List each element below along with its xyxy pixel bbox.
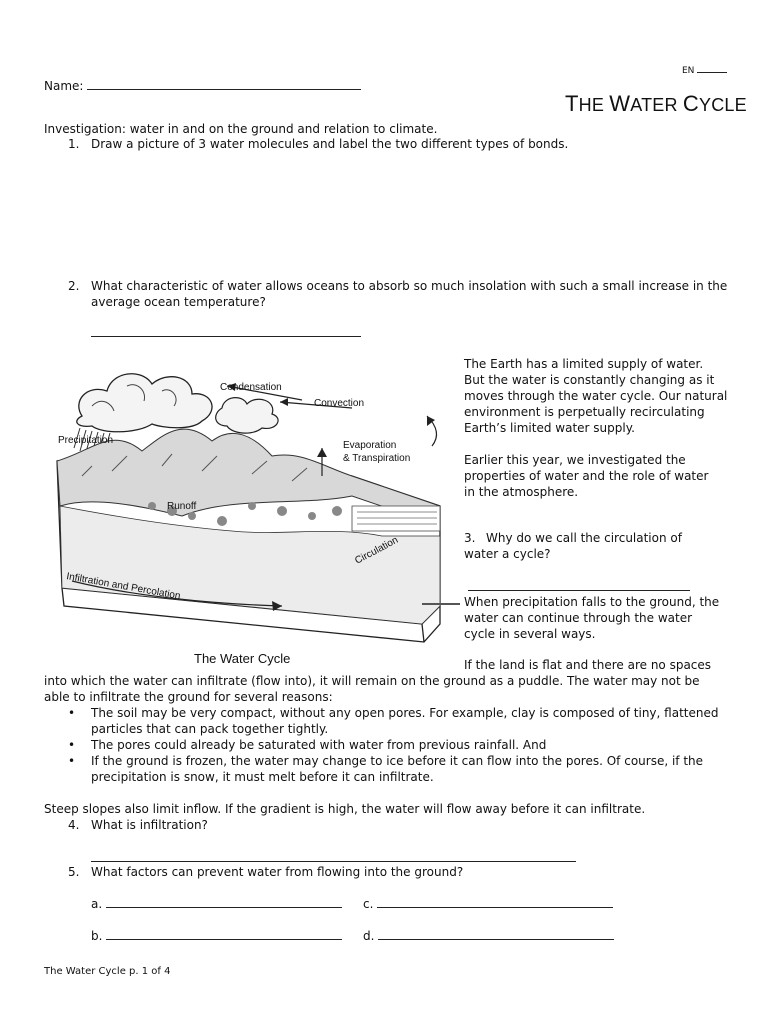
question-4-answer-blank[interactable] <box>91 849 576 862</box>
answer-b-label: b. <box>91 929 103 943</box>
question-4-number: 4. <box>68 818 80 832</box>
language-tag <box>682 64 727 80</box>
small-cloud-shape <box>216 398 278 433</box>
question-5-number: 5. <box>68 865 80 879</box>
answer-a <box>91 897 342 913</box>
label-transpiration: & Transpiration <box>343 453 411 464</box>
bullet-1-line-1: The soil may be very compact, without any open pores. For example, clay is composed of tiny, flattened <box>91 706 719 720</box>
question-1-number: 1. <box>68 137 80 151</box>
label-condensation: Condensation <box>220 382 282 393</box>
answer-c-blank[interactable] <box>377 907 613 908</box>
answer-c-label: c. <box>363 897 374 911</box>
question-3-line-2: water a cycle? <box>464 547 551 561</box>
bullet-3-line-1: If the ground is frozen, the water may change to ice before it can flow into the pores. Of course, if the <box>91 754 704 768</box>
side-paragraph-1-line-1: The Earth has a limited supply of water. <box>464 357 704 371</box>
question-1-text: Draw a picture of 3 water molecules and label the two different types of bonds. <box>91 137 569 151</box>
bullet-dot: • <box>68 754 76 768</box>
block-edge <box>422 624 424 642</box>
side-paragraph-3-line-1: When precipitation falls to the ground, the <box>464 595 720 609</box>
question-4-text: What is infiltration? <box>91 818 208 832</box>
question-2-line-1: What characteristic of water allows oceans to absorb so much insolation with such a small increase in the <box>91 279 728 293</box>
label-runoff: Runoff <box>167 501 197 512</box>
bullet-dot: • <box>68 706 76 720</box>
language-blank[interactable] <box>697 72 727 73</box>
side-paragraph-2-line-1: Earlier this year, we investigated the <box>464 453 686 467</box>
page-footer: The Water Cycle p. 1 of 4 <box>44 966 171 977</box>
label-circulation: Circulation <box>353 534 401 567</box>
side-paragraph-3-line-2: water can continue through the water <box>464 611 693 625</box>
ocean <box>352 506 440 531</box>
bullet-1-line-2: particles that can pack together tightly. <box>91 722 329 736</box>
title-part: W <box>609 91 631 116</box>
question-2-number: 2. <box>68 279 80 293</box>
side-paragraph-1-line-3: moves through the water cycle. Our natural <box>464 389 728 403</box>
divider-mark <box>422 603 460 605</box>
figure-caption: The Water Cycle <box>194 651 291 666</box>
title-part: T <box>565 91 579 116</box>
label-convection: Convection <box>314 398 365 409</box>
title-part: C <box>682 91 699 116</box>
answer-d-blank[interactable] <box>378 939 614 940</box>
answer-a-label: a. <box>91 897 103 911</box>
question-3-number: 3. <box>464 531 476 545</box>
label-evaporation: Evaporation <box>343 440 397 451</box>
side-paragraph-3-line-3: cycle in several ways. <box>464 627 596 641</box>
answer-b-blank[interactable] <box>106 939 342 940</box>
body-line-1: into which the water can infiltrate (flow into), it will remain on the ground as a puddle. The water may not be <box>44 674 700 688</box>
label-precipitation: Precipitation <box>58 435 114 446</box>
name-label: Name: <box>44 79 84 93</box>
bullet-dot: • <box>68 738 76 752</box>
name-field <box>44 79 361 95</box>
water-cycle-diagram <box>52 356 447 668</box>
question-5-text: What factors can prevent water from flowing into the ground? <box>91 865 464 879</box>
answer-c <box>363 897 613 913</box>
side-paragraph-1-line-2: But the water is constantly changing as it <box>464 373 715 387</box>
intro-text: Investigation: water in and on the ground and relation to climate. <box>44 122 438 136</box>
question-3-line-1: Why do we call the circulation of <box>486 531 682 545</box>
steep-slopes-text: Steep slopes also limit inflow. If the gradient is high, the water will flow away before it can infiltrate. <box>44 802 646 816</box>
name-blank[interactable] <box>87 89 361 90</box>
page-title <box>565 91 747 116</box>
bullet-2-line-1: The pores could already be saturated with water from previous rainfall. And <box>91 738 547 752</box>
question-2-answer-blank[interactable] <box>91 324 361 337</box>
question-2-line-2: average ocean temperature? <box>91 295 266 309</box>
answer-b <box>91 929 342 945</box>
side-paragraph-1-line-4: environment is perpetually recirculating <box>464 405 705 419</box>
title-part: YCLE <box>698 95 747 115</box>
title-part: ATER <box>630 95 683 115</box>
title-part: HE <box>578 95 610 115</box>
side-paragraph-4-start: If the land is flat and there are no spaces <box>464 658 712 672</box>
side-paragraph-1-line-5: Earth’s limited water supply. <box>464 421 635 435</box>
body-line-2: able to infiltrate the ground for several reasons: <box>44 690 333 704</box>
label-infiltration: Infiltration and Percolation <box>65 571 182 603</box>
answer-d-label: d. <box>363 929 375 943</box>
bullet-3-line-2: precipitation is snow, it must melt before it can infiltrate. <box>91 770 434 784</box>
side-paragraph-2-line-2: properties of water and the role of water <box>464 469 709 483</box>
side-paragraph-2-line-3: in the atmosphere. <box>464 485 579 499</box>
answer-d <box>363 929 614 945</box>
answer-a-blank[interactable] <box>106 907 342 908</box>
water-cycle-figure <box>52 356 447 668</box>
language-tag-text: EN <box>682 66 695 76</box>
question-3-answer-blank[interactable] <box>468 578 690 591</box>
